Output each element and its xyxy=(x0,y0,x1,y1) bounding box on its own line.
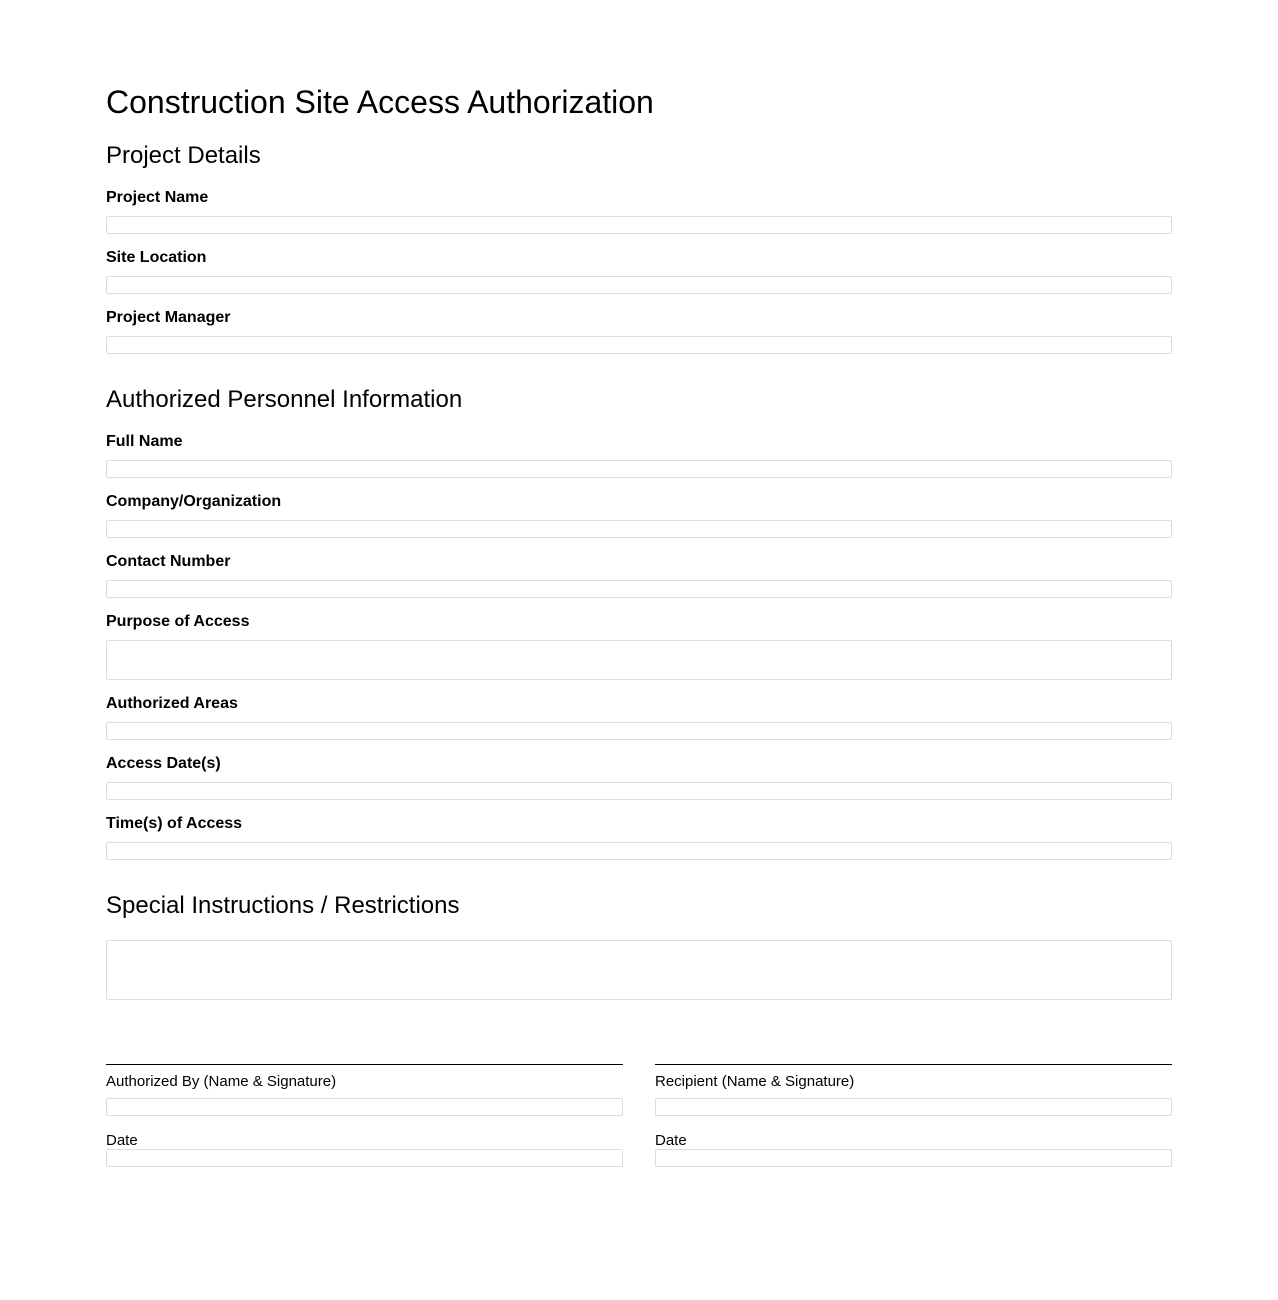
label-recipient: Recipient (Name & Signature) xyxy=(655,1073,855,1090)
label-contact-number: Contact Number xyxy=(106,553,231,570)
company-input[interactable] xyxy=(106,520,1172,538)
times-of-access-input[interactable] xyxy=(106,842,1172,860)
label-project-name: Project Name xyxy=(106,189,209,206)
full-name-input[interactable] xyxy=(106,460,1172,478)
label-authorized-areas: Authorized Areas xyxy=(106,695,238,712)
label-purpose-of-access: Purpose of Access xyxy=(106,613,250,630)
label-recipient-date: Date xyxy=(655,1132,687,1149)
site-location-input[interactable] xyxy=(106,276,1172,294)
signature-line xyxy=(106,1064,623,1065)
label-full-name: Full Name xyxy=(106,433,183,450)
label-site-location: Site Location xyxy=(106,249,207,266)
access-dates-input[interactable] xyxy=(106,782,1172,800)
label-access-dates: Access Date(s) xyxy=(106,755,221,772)
label-company: Company/Organization xyxy=(106,493,282,510)
purpose-of-access-textarea[interactable] xyxy=(106,640,1172,680)
authorized-areas-input[interactable] xyxy=(106,722,1172,740)
recipient-date-input[interactable] xyxy=(655,1149,1172,1167)
label-project-manager: Project Manager xyxy=(106,309,231,326)
authorized-by-input[interactable] xyxy=(106,1098,623,1116)
label-times-of-access: Time(s) of Access xyxy=(106,815,243,832)
page-title: Construction Site Access Authorization xyxy=(106,84,654,120)
special-instructions-textarea[interactable] xyxy=(106,940,1172,1000)
authorized-date-input[interactable] xyxy=(106,1149,623,1167)
section-heading-personnel: Authorized Personnel Information xyxy=(106,386,463,413)
recipient-input[interactable] xyxy=(655,1098,1172,1116)
project-manager-input[interactable] xyxy=(106,336,1172,354)
signature-line xyxy=(655,1064,1172,1065)
section-heading-instructions: Special Instructions / Restrictions xyxy=(106,892,460,919)
label-authorized-date: Date xyxy=(106,1132,138,1149)
label-authorized-by: Authorized By (Name & Signature) xyxy=(106,1073,337,1090)
contact-number-input[interactable] xyxy=(106,580,1172,598)
project-name-input[interactable] xyxy=(106,216,1172,234)
section-heading-project-details: Project Details xyxy=(106,142,261,169)
